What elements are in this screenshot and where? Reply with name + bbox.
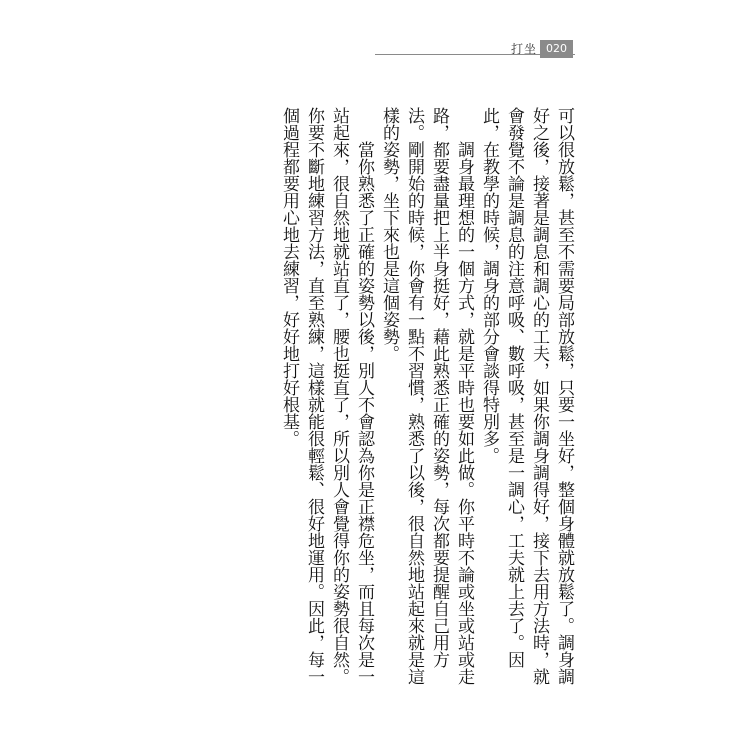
paragraph-3: 當你熟悉了正確的姿勢以後，別人不會認為你是正襟危坐，而且每次是一站起來，很自然地就站直了，腰也挺直了，所以別人會覺得你的姿勢很自然。你要不斷地練習方法，直至熟練，這樣就能很輕鬆、很好地運用。因此，每一個過程都要用心地去練習，好好地打好根基。 bbox=[279, 107, 374, 685]
paragraph-1: 可以很放鬆，甚至不需要局部放鬆，只要一坐好，整個身體就放鬆了。調身調好之後，接著是調息和調心的工夫，如果你調身調得好，接下去用方法時，就會發覺不論是調息的注意呼吸、數呼吸，甚至是一調心，工夫就上去了。因此，在教學的時候，調身的部分會談得特別多。 bbox=[479, 107, 574, 685]
page-number: 020 bbox=[540, 40, 573, 58]
section-title: 打坐 bbox=[510, 42, 537, 56]
paragraph-2: 調身最理想的一個方式，就是平時也要如此做。你平時不論或坐或站或走路，都要盡量把上半身挺好，藉此熟悉正確的姿勢，每次都要提醒自己用方法。剛開始的時候，你會有一點不習慣，熟悉了以後，很自然地站起來就是這樣的姿勢，坐下來也是這個姿勢。 bbox=[379, 107, 474, 685]
body-text bbox=[222, 107, 576, 687]
